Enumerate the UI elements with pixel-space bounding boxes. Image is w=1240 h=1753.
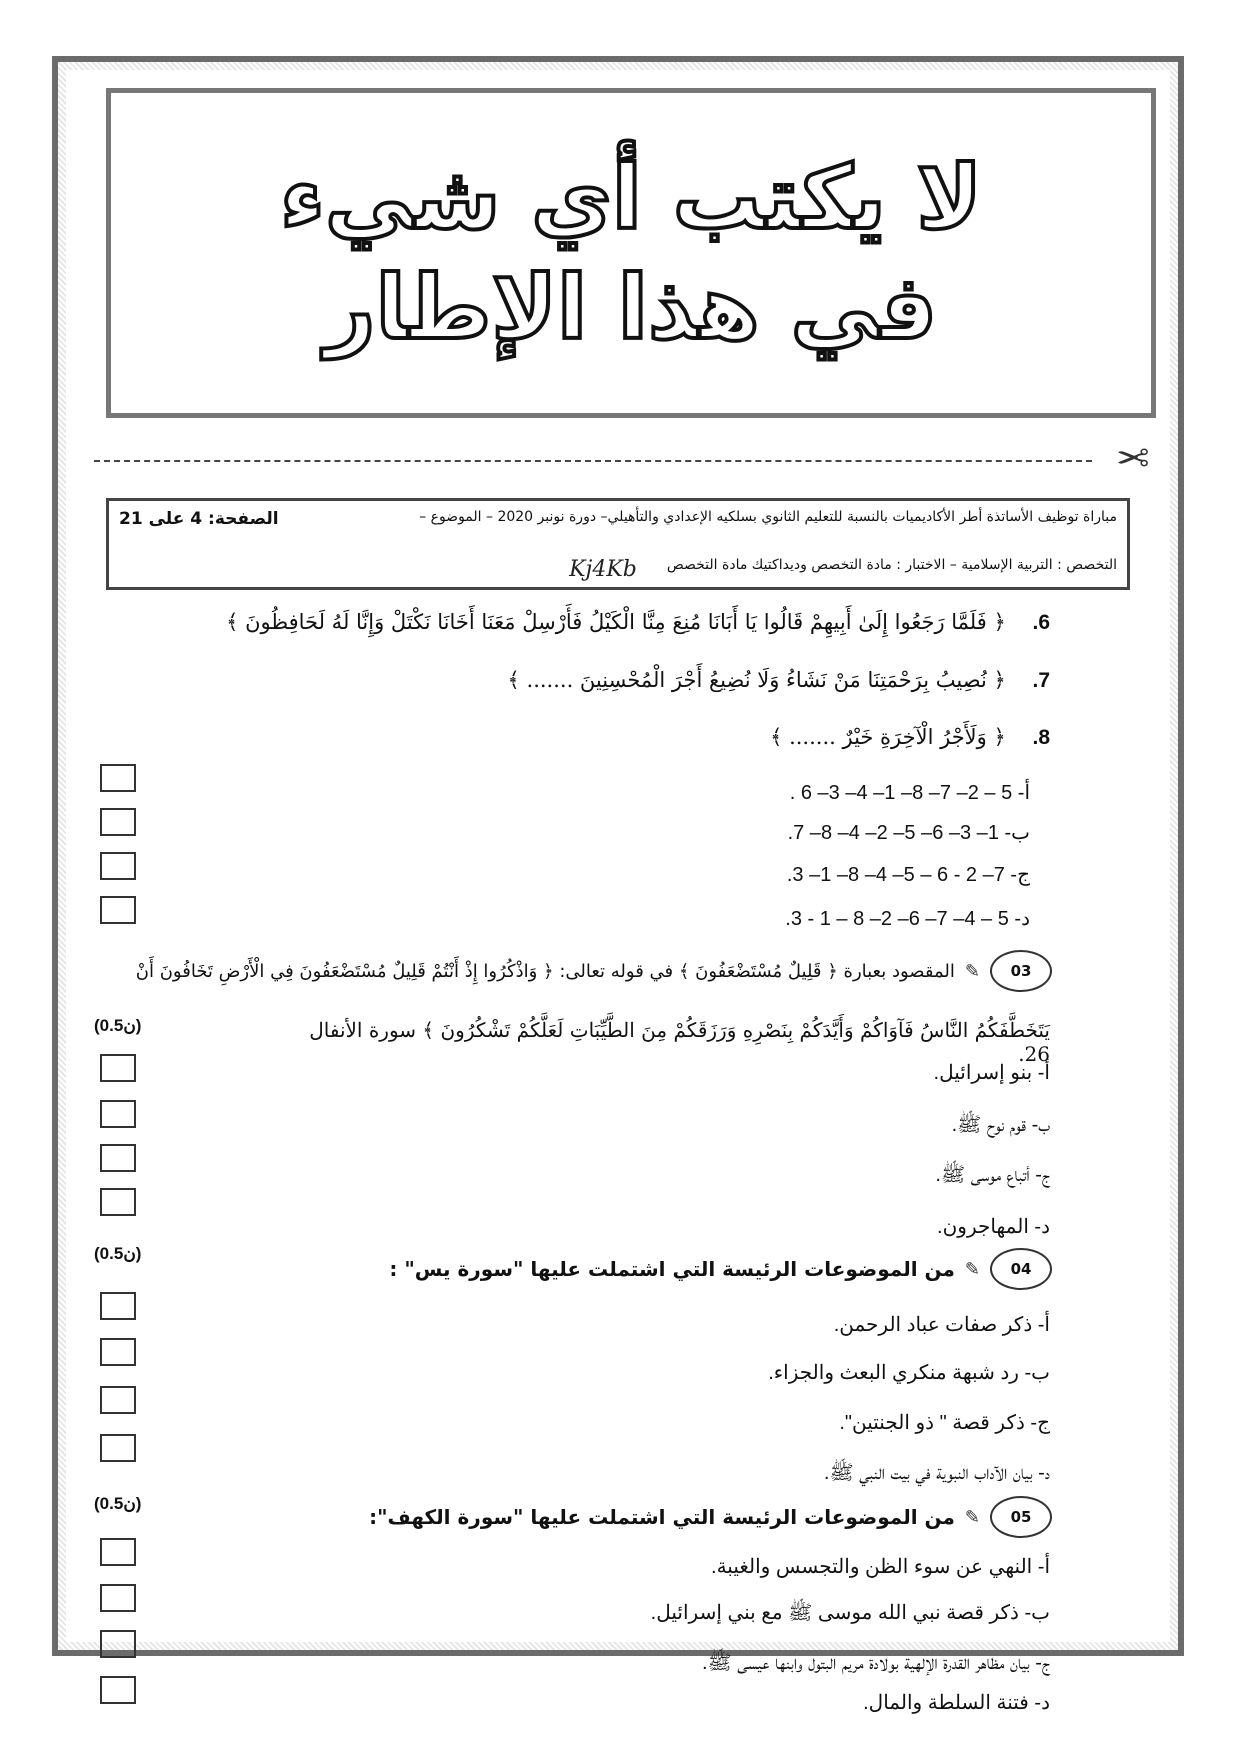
answer-checkbox[interactable] xyxy=(100,1292,136,1320)
answer-option: ب- قوم نوح ﷺ. xyxy=(951,1114,1050,1136)
question-number: 04 xyxy=(990,1248,1052,1290)
question-text: من الموضوعات الرئيسة التي اشتملت عليها "سورة يس" : xyxy=(389,1257,955,1281)
cut-line xyxy=(94,460,1092,462)
pen-icon: ✎ xyxy=(964,960,980,982)
answer-checkbox[interactable] xyxy=(100,1054,136,1082)
pen-icon: ✎ xyxy=(964,1506,980,1528)
answer-option: د- المهاجرون. xyxy=(937,1216,1050,1238)
question-score: (ن0.5) xyxy=(94,1494,142,1513)
question-03-header xyxy=(96,950,1052,992)
answer-checkbox[interactable] xyxy=(100,808,136,836)
answer-checkbox[interactable] xyxy=(100,1676,136,1704)
answer-checkbox[interactable] xyxy=(100,896,136,924)
answer-option: ج- أتباع موسى ﷺ. xyxy=(935,1164,1050,1186)
answer-checkbox[interactable] xyxy=(100,1434,136,1462)
question-score: (ن0.5) xyxy=(94,1244,142,1263)
banner-line-2: في هذا الإطار xyxy=(324,256,938,359)
verse-6: 6. ﴿ فَلَمَّا رَجَعُوا إِلَىٰ أَبِيهِمْ قَالُوا يَا أَبَانَا مُنِعَ مِنَّا الْكَيْلُ فَأَرْسِلْ مَعَنَا أَخَانَا نَكْتَلْ وَإِنَّا لَهُ لَحَافِظُونَ ﴾ xyxy=(226,610,1050,634)
page-indicator: الصفحة: 4 على 21 xyxy=(119,509,279,529)
order-option-b: ب- 1– 3– 6– 5– 2– 4– 8– 7. xyxy=(787,822,1030,844)
answer-checkbox[interactable] xyxy=(100,1538,136,1566)
question-03-verse: يَتَخَطَّفَكُمُ النَّاسُ فَآوَاكُمْ وَأَيَّدَكُمْ بِنَصْرِهِ وَرَزَقَكُمْ مِنَ الطَّيِّبَاتِ لَعَلَّكُمْ تَشْكُرُونَ ﴾ سورة الأنفال 26. xyxy=(309,1018,1050,1066)
verse-7: 7. ﴿ نُصِيبُ بِرَحْمَتِنَا مَنْ نَشَاءُ وَلَا نُضِيعُ أَجْرَ الْمُحْسِنِينَ ....... ﴾ xyxy=(507,668,1050,692)
verse-8: 8. ﴿ وَلَأَجْرُ الْآخِرَةِ خَيْرٌ ....... ﴾ xyxy=(770,725,1050,749)
answer-checkbox[interactable] xyxy=(100,1188,136,1216)
answer-checkbox[interactable] xyxy=(100,1584,136,1612)
answer-option: ب- رد شبهة منكري البعث والجزاء. xyxy=(768,1362,1050,1384)
answer-option: د- فتنة السلطة والمال. xyxy=(863,1692,1050,1714)
order-option-a: أ- 5 – 2– 7– 8– 1– 4– 3– 6 . xyxy=(789,782,1030,804)
order-option-c: ج- 7– 2 - 6 – 5– 4– 8– 1– 3. xyxy=(786,864,1030,886)
answer-option: أ- ذكر صفات عباد الرحمن. xyxy=(833,1314,1050,1336)
order-option-d: د- 5 – 4– 7– 6– 2– 8 – 1 - 3. xyxy=(785,908,1030,930)
answer-checkbox[interactable] xyxy=(100,1386,136,1414)
answer-option: أ- النهي عن سوء الظن والتجسس والغيبة. xyxy=(711,1556,1050,1578)
question-number: 05 xyxy=(990,1496,1052,1538)
exam-title: مباراة توظيف الأساتذة أطر الأكاديميات بالنسبة للتعليم الثانوي بسلكيه الإعدادي والتأهيلي– دورة نونبر 2020 – الموضوع – xyxy=(419,509,1117,525)
handwritten-code: Kj4Kb xyxy=(569,557,637,582)
answer-option: ج- ذكر قصة " ذو الجنتين". xyxy=(839,1412,1050,1434)
answer-checkbox[interactable] xyxy=(100,764,136,792)
answer-checkbox[interactable] xyxy=(100,852,136,880)
question-05-header xyxy=(216,1496,1052,1538)
answer-checkbox[interactable] xyxy=(100,1338,136,1366)
answer-checkbox[interactable] xyxy=(100,1100,136,1128)
banner-line-1: لا يكتب أي شيء xyxy=(279,146,983,249)
question-04-header xyxy=(216,1248,1052,1290)
answer-checkbox[interactable] xyxy=(100,1630,136,1658)
answer-option: ج- بيان مظاهر القدرة الإلهية بولادة مريم البتول وابنها عيسى ﷺ. xyxy=(702,1652,1050,1674)
question-text: من الموضوعات الرئيسة التي اشتملت عليها "سورة الكهف": xyxy=(369,1505,955,1529)
question-text: المقصود بعبارة ﴿ قَلِيلٌ مُسْتَضْعَفُونَ ﴾ في قوله تعالى: ﴿ وَاذْكُرُوا إِذْ أَنْتُمْ قَلِيلٌ مُسْتَضْعَفُونَ فِي الْأَرْضِ تَخَافُونَ أَنْ xyxy=(135,960,955,982)
answer-option: د- بيان الآداب النبوية في بيت النبي ﷺ. xyxy=(823,1462,1050,1484)
exam-subject: التخصص : التربية الإسلامية – الاختبار : مادة التخصص وديداكتيك مادة التخصص xyxy=(666,557,1117,573)
question-score: (ن0.5) xyxy=(94,1016,142,1035)
page-frame xyxy=(52,56,1184,1714)
do-not-write-banner xyxy=(106,88,1156,418)
pen-icon: ✎ xyxy=(964,1258,980,1280)
exam-header xyxy=(106,498,1130,590)
scissors-icon: ✂ xyxy=(1116,436,1150,482)
question-number: 03 xyxy=(990,950,1052,992)
answer-option: ب- ذكر قصة نبي الله موسى ﷺ مع بني إسرائيل. xyxy=(650,1602,1050,1624)
answer-checkbox[interactable] xyxy=(100,1144,136,1172)
answer-option: أ- بنو إسرائيل. xyxy=(933,1062,1050,1084)
